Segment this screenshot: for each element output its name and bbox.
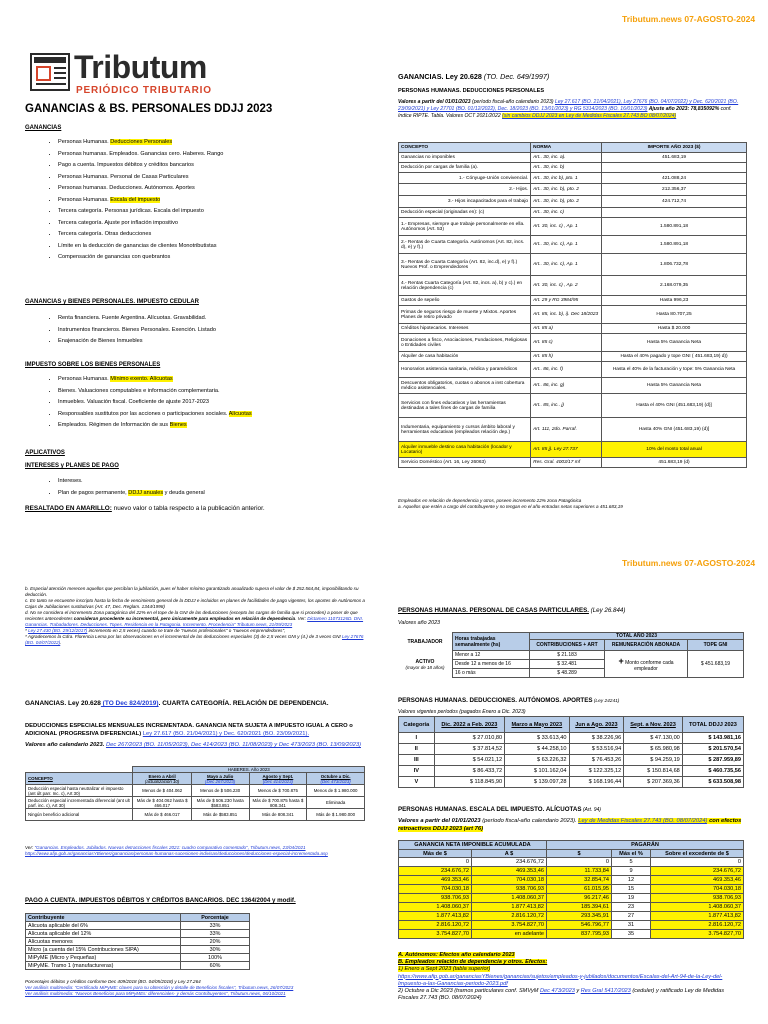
autonomos-col: Jun a Ago. 2023 <box>569 717 624 733</box>
autonomos-row: I $ 27.010,80 $ 33.613,40 $ 38.226,96 $ 47.130,00 $ 143.981,16 <box>399 733 744 744</box>
note-d <box>25 610 370 628</box>
escala-title <box>398 806 601 813</box>
cuarta-subtitle <box>25 722 370 738</box>
casas-contrib: CONTRIBUCIONES + ART <box>530 640 605 651</box>
casas-activo: ACTIVO (mayor de 18 años) <box>405 658 445 670</box>
casas-title <box>398 607 625 614</box>
casas-trabajador: TRABAJADOR <box>407 638 443 645</box>
index-item: • Responsables sustitutos por las acciones o participaciones sociales. Alícuotas <box>58 409 388 421</box>
deducciones-note: Empleados en relación de dependencia y otros, poseen incremento 22% zona Patagónica <box>398 498 582 503</box>
deducciones-note: a. Aquellos que estén a cargo del contribuyente y no tengan en el año entradas netas superiores a 451.683,19 <box>398 504 623 509</box>
casas-title-text: PERSONAS HUMANAS. PERSONAL DE CASAS PARTICULARES. <box>398 607 589 614</box>
deducciones-desc <box>398 99 744 120</box>
casas-total: TOTAL AÑO 2023 <box>530 633 744 640</box>
desc-date: Valores a partir del 01/01/2023 <box>398 99 471 105</box>
cuarta-sub2 <box>25 741 370 749</box>
cuarta-sub1-link[interactable]: Ley 27.617 (BO. 21/04/2021) y Dec. 620/2021 (BO. 23/09/2021). <box>142 731 310 737</box>
escala-col-sobre: Sobre el excedente de $ <box>651 850 744 858</box>
autonomos-title-text: PERSONAS HUMANAS. DEDUCCIONES. AUTÓNOMOS. APORTES <box>398 697 593 704</box>
autonomos-col: TOTAL DDJJ 2023 <box>682 717 743 733</box>
header-tag-top: Tributum.news 07-AGOSTO-2024 <box>622 14 756 24</box>
deduccion-row: Ganancias no imponibles Art.. 30, inc. a). 451.683,19 <box>399 153 747 163</box>
deduccion-row: Indumentaria, equipamiento y cursos ámbito laboral y herramientas educativas (empleados relación dep.) Art. 111, 2do. Parraf. Hasta 40% GNI (451.683,19) (d)] <box>399 418 747 442</box>
escala-note-a: A. Autónomos: Efectos año calendario 2023 <box>398 952 515 958</box>
col-importe: IMPORTE AÑO 2023 ($) <box>602 143 747 153</box>
cuarta-sub2-a: Valores año calendario 2023. <box>25 742 106 748</box>
cuarta-title <box>25 700 329 707</box>
haberes-header: HABERES. Año 2023 <box>133 767 365 773</box>
note-d-ver: . Ver: <box>295 616 308 621</box>
autonomos-sub: Valores vigentes períodos (pagados Enero a Dic. 2023) <box>398 709 526 715</box>
plus-icon: + <box>618 656 624 666</box>
escala-row: 469.353,46 704.030,18 32.854,74 12 469.353,46 <box>399 876 744 885</box>
escala-row: 0 234.676,72 0 5 0 <box>399 858 744 867</box>
escala-row: 704.030,18 938.706,93 61.015,95 15 704.030,18 <box>399 885 744 894</box>
desc-period: (período fiscal-año calendario 2023) <box>470 99 555 105</box>
note-d-bold: consideran procedente su incremental, pero únicamente para empleados en relación de dependencia <box>73 616 296 621</box>
pago-note2[interactable]: Ver análisis multimedia: "Certificado MiPyME: claves para su obtención y detalle de Beneficios fiscales", Tributum.news, 26/07/2023 <box>25 985 294 990</box>
escala-desc-a: Valores a partir del 01/01/2023 <box>398 818 481 824</box>
deduccion-row: Servicios con fines educativos y las herramientas destinadas a tales fines de cargas de familia Art.. 85, inc.. j) Hasta el 40% GNI (451.683,19) (d)] <box>399 394 747 418</box>
deduccion-row: 1.- Empresas, siempre que trabaje personalmente en ella. Autónomos (Art. 53) Art. 30, inc. c) , Ap. 1 1.580.891,18 <box>399 218 747 236</box>
cuarta-col-2: Mayo a Julio (Dec 267/2023) <box>191 773 249 785</box>
index-item: • Personas Humanas. Personal de Casas Particulares <box>58 172 388 184</box>
autonomos-title <box>398 697 619 704</box>
pago-col-a: Contribuyente <box>26 914 181 922</box>
casas-horas: Horas trabajadas semanalmente (hs) <box>453 633 530 651</box>
casas-contrib-row: $ 32.481 <box>530 660 605 669</box>
casas-tope: TOPE GNI <box>688 640 744 651</box>
desc-ajuste: Ajuste año 2023: <box>647 106 691 112</box>
deduccion-row: Primas de seguros riesgo de muerte y Mixtos. Aportes Planes de retiro privado Art. 85, inc. b), i). Dec 18/2023 Hasta 80.707,25 <box>399 306 747 324</box>
autonomos-row: V $ 118.845,90 $ 139.097,28 $ 168.196,44 $ 207.369,36 $ 633.508,98 <box>399 777 744 788</box>
note-b: b. Especial atención merecen aquellos que percibían la jubilación, pues el haber mínimo garantizado anualizado supera el valor de $ 252.564,84, imposibilitando su deducción. <box>25 586 359 597</box>
casas-monto: + Monto conforme cada empleador <box>605 651 688 678</box>
casas-hours-row: 16 o más <box>453 669 530 678</box>
escala-note2-link2[interactable]: Res Gral 5417/2023 <box>580 988 631 995</box>
escala-col-pct: Más el % <box>612 850 651 858</box>
header-tag-mid: Tributum.news 07-AGOSTO-2024 <box>622 558 756 568</box>
deduccion-row: 2.- Rentas de Cuarta Categoría. Autónomos (Art. 82, incs. d), e) y f).) Art.. 30, inc. c), Ap. 1 1.580.891,18 <box>399 236 747 254</box>
escala-desc-link[interactable]: Ley de Medidas Fiscales 27.743 (BO. 08/07/2024) <box>578 818 708 824</box>
pago-row: MiPyME (Micro y Pequeñas) 100% <box>26 954 250 962</box>
logo-subtitle: PERIÓDICO TRIBUTARIO <box>76 85 212 96</box>
casas-hours-row: Menor a 12 <box>453 651 530 660</box>
resaltado-text: nuevo valor o tabla respecto a la publicación anterior. <box>111 505 265 512</box>
intereses-list <box>20 476 388 499</box>
index-item: • Personas humanas. Deducciones. Autónomos. Aportes <box>58 183 388 195</box>
pago-note3[interactable]: Ver análisis multimedia: "Nuevos Beneficios para MiPyMEs: diferenciales- y demás Contribuyentes", Tributum.news, 06/10/2021 <box>25 991 286 996</box>
escala-notes <box>398 952 744 1002</box>
deducciones-title <box>398 72 549 81</box>
deduccion-row: 1.- Cónyuge-Unión convivencial. Art.. 30, inc b), pto. 1 421.088,24 <box>399 173 747 184</box>
section-bp: IMPUESTO SOBRE LOS BIENES PERSONALES <box>25 362 161 368</box>
note-star1-text: incremento en 2,5 veces) cuando se trate de "nuevos profesionales" o "nuevos emprendedores", <box>87 628 286 633</box>
casas-title-italic: (Ley 26.844) <box>588 607 626 614</box>
index-item: • Tercera categoría. Personas jurídicas. Escala del impuesto <box>58 206 388 218</box>
notes-left <box>25 586 370 646</box>
pago-table <box>25 913 250 970</box>
autonomos-col: Marzo a Mayo 2023 <box>505 717 569 733</box>
cuarta-ver-label: Ver: <box>25 845 35 850</box>
escala-col-dollar: $ <box>547 850 612 858</box>
deduccion-row: 3.- Rentas de Cuarta Categoría (Art. 82, inc.d), e) y f).) Nuevos Prof. o Emprendedores Art.. 30, inc. c), Ap. 1 1.806.732,78 <box>399 254 747 276</box>
deduccion-row: 4.- Rentas Cuarta Categoría (Art. 82, incs. a), b) y c).) en relación dependencia (c) Art. 30, inc. c) , Ap. 2 2.168.079,35 <box>399 276 747 296</box>
autonomos-row: II $ 37.814,52 $ 44.258,10 $ 53.516,94 $ 65.980,98 $ 201.570,54 <box>399 744 744 755</box>
pago-notes <box>25 979 370 997</box>
cuarta-sub1: DEDUCCIONES ESPECIALES MENSUALES INCREMENTADA. GANANCIA NETA SUJETA A IMPUESTO IGUAL A CERO o ADICIONAL (PROGRESIVA DIFERENCIAL) <box>25 723 353 737</box>
escala-desc-b: (período fiscal-año calendario 2023). <box>480 818 579 824</box>
index-item: • Bienes. Valuaciones computables e información complementaria. <box>58 386 388 398</box>
logo <box>30 53 70 96</box>
deduccion-row: Alquiler inmueble destino casa habitación (locador y Locatario) Art. 85 j). Ley 27.737 10% del monto total anual <box>399 442 747 458</box>
deduccion-row: Descuentos obligatorios, cuotas o abonos a inst cobertura médico asistenciales. Art.. 86, inc. g) Hasta 5% Ganancia Neta <box>399 378 747 394</box>
pago-title: PAGO A CUENTA. IMPUESTOS DÉBITOS Y CRÉDITOS BANCARIOS. DEC 1364/2004 y modif. <box>25 897 296 904</box>
cuarta-col-4: Octubre a Dic. (Dec 473/2023) <box>307 773 365 785</box>
resaltado-label: RESALTADO EN AMARILLO: <box>25 505 112 512</box>
escala-row: 234.676,72 469.353,46 11.733,84 9 234.676,72 <box>399 867 744 876</box>
index-item: • Compensación de ganancias con quebrantos <box>58 252 388 264</box>
deduccion-row: Deducción por cargas de familia (a). Art.. 30, inc. b) <box>399 163 747 173</box>
pago-row: Alícuotas menores 20% <box>26 938 250 946</box>
resaltado-note <box>25 505 265 512</box>
section-gbp: GANANCIAS y BIENES PERSONALES. IMPUESTO CEDULAR <box>25 299 199 305</box>
escala-row: 938.706,93 1.408.060,37 96.217,46 19 938.706,93 <box>399 894 744 903</box>
desc-ripte: conf. índice RIPTE. Tabla. Valores OCT 2021/2022 <box>398 106 732 119</box>
desc-sin-cambios[interactable]: (sin cambios DDJJ 2023 en Ley de Medidas Fiscales 27.743 BO 08/07/2024) <box>502 113 677 119</box>
cuarta-col-1: Enero a Abril (actualización 10) <box>133 773 191 785</box>
gbp-list <box>20 313 388 348</box>
escala-note-b: B. Empleados relación de dependencia y otros. Efectos: <box>398 959 548 966</box>
cuarta-ver-link2[interactable]: https://www.afip.gob.ar/gananciasYBienes/ganancias/personas-humanas-sucesiones-indivisas/deducciones/deducciones-especial-incrementada.asp <box>25 851 328 856</box>
pago-col-b: Porcentaje <box>181 914 250 922</box>
cuarta-row: Deducción especial hasta neutralizar el impuesto (ant últ parr. Inc. c), Art 30) Menos de $ 404.062 Menos de $ 506.230 Menos de $ 700.875 Menos de $ 1.980.000 <box>26 785 365 797</box>
escala-col-mas: Más de $ <box>399 850 472 858</box>
note-star2-end: . <box>60 640 62 645</box>
casas-remun: REMUNERACIÓN ABONADA <box>605 640 688 651</box>
section-aplicativos: APLICATIVOS <box>25 450 65 456</box>
autonomos-row: IV $ 86.433,72 $ 101.162,04 $ 122.325,12 $ 150.814,68 $ 460.735,56 <box>399 766 744 777</box>
note-d-text: d. No se considera el incremento Zona patagónica del 22% en el tope de la GNI de las deducciones (excepto las cargas de familia que si proceden) a poser de que recientes antecedentes <box>25 610 358 621</box>
autonomos-title-italic: (Ley 24241) <box>592 699 620 704</box>
deduccion-row: Créditos hipotecarios. Intereses Art. 85 a) Hasta $ 20.000 <box>399 324 747 334</box>
section-ganancias: GANANCIAS <box>25 125 62 131</box>
deduccion-row: Alquiler de casa habitación Art. 85 h) Hasta el 40% pagado y tope GNI ( 451.683,19) d)) <box>399 352 747 362</box>
cuarta-table <box>25 766 365 821</box>
escala-note2-link1[interactable]: Dec 473/2023 <box>539 988 575 995</box>
autonomos-col: Sept. a Nov. 2023 <box>624 717 683 733</box>
index-item: • Personas Humanas. Escala del impuesto <box>58 195 388 207</box>
index-item: • Límite en la deducción de ganancias de clientes Monotributistas <box>58 241 388 253</box>
index-item: • Plan de pagos permanente, DDJJ anuales y deuda general <box>58 488 388 500</box>
deducciones-table <box>398 142 747 468</box>
pago-row: Micro (a cuenta del 15% Contribuciones SIPA) 30% <box>26 946 250 954</box>
escala-row: 1.877.413,82 2.816.120,72 293.345,91 27 1.877.413,82 <box>399 912 744 921</box>
page-title: GANANCIAS & BS. PERSONALES DDJJ 2023 <box>25 103 273 115</box>
index-item: • Tercera categoría. Otras deducciones <box>58 229 388 241</box>
deduccion-row: 3.- Hijos incapacitados para el trabajo Art.. 30, inc. b), pto. 2 424.712,74 <box>399 196 747 208</box>
col-concepto: CONCEPTO <box>399 143 531 153</box>
pago-row: Alicuota aplicable del 6% 33% <box>26 922 250 930</box>
pago-row: MiPyME. Tramo 1 (manufactureras) 60% <box>26 962 250 970</box>
note-star2-link[interactable]: Ley 27676 (BO. 04/07/2022) <box>25 634 364 645</box>
logo-name: Tributum <box>74 49 207 85</box>
index-item: • Personas humanas. Empleados. Ganancias cero. Haberes. Rango <box>58 149 388 161</box>
deduccion-row: Servicio Doméstico (Art. 16, Ley 26063) Res. Gral. 4003/17 mf 451.683,19 (d) <box>399 458 747 468</box>
deduccion-row: Donaciones a fisco, Asociaciones, Fundaciones, Religiosas o Entidades civiles Art. 85 c) Hasta 5% Ganancia Neta <box>399 334 747 352</box>
escala-desc-c: con efectos retroactivos DDJJ 2023 (art 76) <box>398 818 742 832</box>
index-item: • Empleados. Régimen de Información de sus Bienes <box>58 420 388 432</box>
note-star2 <box>25 634 370 646</box>
casas-contrib-row: $ 21.183 <box>530 651 605 660</box>
desc-links[interactable]: Ley 27.617 (BO. 21/04/2021), Ley 27676 (BO. 04/07/2022) y Dec. 620/2021 (BO. 23/09/2021) y Ley 27701 (BO. 01/12/2022), Dec. 18/2023 (BO. 13/01/2023) y RG 5314/2023 (BO. 16/01/2023) <box>398 99 739 112</box>
autonomos-table <box>398 716 744 788</box>
casas-contrib-row: $ 48.289 <box>530 669 605 678</box>
deduccion-row: 2.- Hijos. Art.. 30, inc. b), pto. 2 212.356,37 <box>399 184 747 196</box>
index-item: • Renta financiera. Fuente Argentina. Alícuotas. Gravabilidad. <box>58 313 388 325</box>
deducciones-title-text: GANANCIAS. Ley 20.628 <box>398 72 482 81</box>
cuarta-row: Ningún beneficio adicional Más de $ 466.017 Más de $583.851 Más de 808.341 Más de $ 1.980.000 <box>26 809 365 821</box>
escala-note-1: 1) Enero a Sept 2023 (tabla superior) <box>398 966 491 973</box>
index-item: • Personas Humanas. Mínimo exento. Alícuotas <box>58 374 388 386</box>
note-star1-link[interactable]: Ley 27.430 (BO. 29/12/2017) <box>28 628 88 633</box>
deducciones-subtitle: PERSONAS HUMANAS. DEDUCCIONES PERSONALES <box>398 88 545 94</box>
cuarta-ver-link1[interactable]: "Ganancias. Empleados. Jubilados. Nuevas detracciones fiscales 2021: cuadro comparativo comentado", Tributum.news, 23/04/2021 <box>34 845 306 850</box>
col-norma: NORMA <box>531 143 602 153</box>
note-star1-mark: * <box>25 628 29 633</box>
deduccion-row: Gastos de sepelio Art. 29 y RG 3984/95 Hasta 996,23 <box>399 296 747 306</box>
index-item: • Pago a cuenta. Impuestos débitos y créditos bancarios <box>58 160 388 172</box>
note-d-link[interactable]: Dictamen 11073126D. DNI. Ganancias. Trabadadores. Deducciones. Topes. Residencia en la Patagonia. Incremento. Procedencia" Tributum.news, 21/09/2023 <box>25 616 364 627</box>
deduccion-row: Deducción especial (originadas en): (c) Art.. 30, inc. c) <box>399 208 747 218</box>
escala-row: 3.754.827,70 en adelante 837.795,93 35 3.754.827,70 <box>399 930 744 939</box>
section-intereses: INTERESES y PLANES DE PAGO <box>25 463 119 469</box>
index-item: • Enajenación de Bienes Inmuebles <box>58 336 388 348</box>
escala-pagaran: PAGARÁN <box>547 841 744 850</box>
index-item: • Personas Humanas. Deducciones Personales <box>58 137 388 149</box>
escala-note-2: 2) Octubre a Dic 2023 (tramos particulares conf. SMVyM Dec 473/2023 y Res Gral 5417/2023 (ceduler) y ratificado Ley de Medidas Fiscales 27.743 (BO. 08/07/2024) <box>398 988 725 1002</box>
cuarta-row: Deducción especial incrementada diferencial (ant ult parf. inc. c), Art 30) Más de $ 404.062 hasta $ 466.017 Más de $ 506.230 hasta $583.851 Más de $ 700.875 hasta $ 808.341 Eliminada <box>26 797 365 809</box>
index-item: • Intereses. <box>58 476 388 488</box>
cuarta-col-3: Agosto y Sept. (Dec 414/2023) <box>249 773 307 785</box>
deducciones-notes <box>398 498 748 510</box>
pago-row: Alícuota aplicable del 12% 33% <box>26 930 250 938</box>
desc-pct: 78,835092% <box>690 106 720 112</box>
ganancias-list <box>20 137 388 264</box>
escala-title-italic: (Art. 94) <box>581 807 601 813</box>
escala-title-text: PERSONAS HUMANAS. ESCALA DEL IMPUESTO. ALÍCUOTAS <box>398 806 582 813</box>
cuarta-sub2-link[interactable]: Dec 267/2023 (BO. 11/05/2023), Dec 414/2023 (BO. 11/08/2023) y Dec 473/2023 (BO. 13/09/2023) <box>105 742 361 748</box>
note-star2-text: * Agradecemos la Cdra. Florencia Lema por las observaciones en el incremental de las deducciones especiales (3) de 2,5 veces GNI y (4.) de 3 veces GNI <box>25 634 342 639</box>
pago-note1: Porcentajes débitos y créditos conforme Dec 409/2018 (BO. 04/05/2018) y Ley 27.264 <box>25 979 201 984</box>
autonomos-row: III $ 54.021,12 $ 63.226,32 $ 76.453,26 $ 94.259,19 $ 287.959,89 <box>399 755 744 766</box>
bp-list <box>20 374 388 432</box>
deducciones-title-italic: (TO. Dec. 649/1997) <box>481 72 550 81</box>
cuarta-ver <box>25 845 370 857</box>
deduccion-row: Honorarios asistencia sanitaria, médica y paramédicos Art.. 86, inc. f) Hasta el 40% de la facturación y tope: 5% Ganancia Neta <box>399 362 747 378</box>
autonomos-col: Dic. 2022 a Feb. 2023 <box>434 717 505 733</box>
escala-row: 1.408.060,37 1.877.413,82 185.394,61 23 1.408.060,37 <box>399 903 744 912</box>
casas-hours-row: Desde 12 a menos de 16 <box>453 660 530 669</box>
logo-icon <box>30 53 70 91</box>
escala-table <box>398 840 744 939</box>
escala-col-a: A $ <box>472 850 547 858</box>
note-c: c. En tanto se encuentre inscripto hasta la fecha de vencimiento general de la DDJJ e incluidos en planes de facilidades de pago vigentes, los aportes de Autónomos a Cajas de Jubilaciones sustitutivas (Art. 47, Dec. Reglam. 1344/1998) <box>25 598 365 609</box>
cuarta-title-b: . CUARTA CATEGORÍA. RELACIÓN DE DEPENDENCIA. <box>158 700 329 707</box>
cuarta-col-concepto: CONCEPTO <box>26 773 133 785</box>
index-item: • Inmuebles. Valuación fiscal. Coeficiente de ajuste 2017-2023 <box>58 397 388 409</box>
autonomos-col: Categoría <box>399 717 435 733</box>
casas-tope-val: $ 451.683,19 <box>688 651 744 678</box>
escala-gna: GANANCIA NETA IMPONIBLE ACUMULADA <box>399 841 547 850</box>
escala-desc <box>398 818 744 833</box>
index-item: • Tercera categoría. Ajuste por inflación impositivo <box>58 218 388 230</box>
cuarta-title-link[interactable]: (TO Dec 824/2019) <box>100 700 159 707</box>
escala-note-link[interactable]: https://www.afip.gob.ar/gananciasYBienes/ganancias/sujetos/empleados-y-jubilados/documentos/Escalas-del-Art-94-de-la-Ley-del-Impuesto-a-las-Ganancias-periodo-2023.pdf <box>398 973 723 987</box>
index-item: • Instrumentos financieros. Bienes Personales. Exención. Listado <box>58 325 388 337</box>
casas-sub: Valores año 2023 <box>398 620 441 626</box>
casas-table <box>398 632 744 678</box>
escala-row: 2.816.120,72 3.754.827,70 546.796,77 31 2.816.120,72 <box>399 921 744 930</box>
cuarta-title-a: GANANCIAS. Ley 20.628 <box>25 700 101 707</box>
